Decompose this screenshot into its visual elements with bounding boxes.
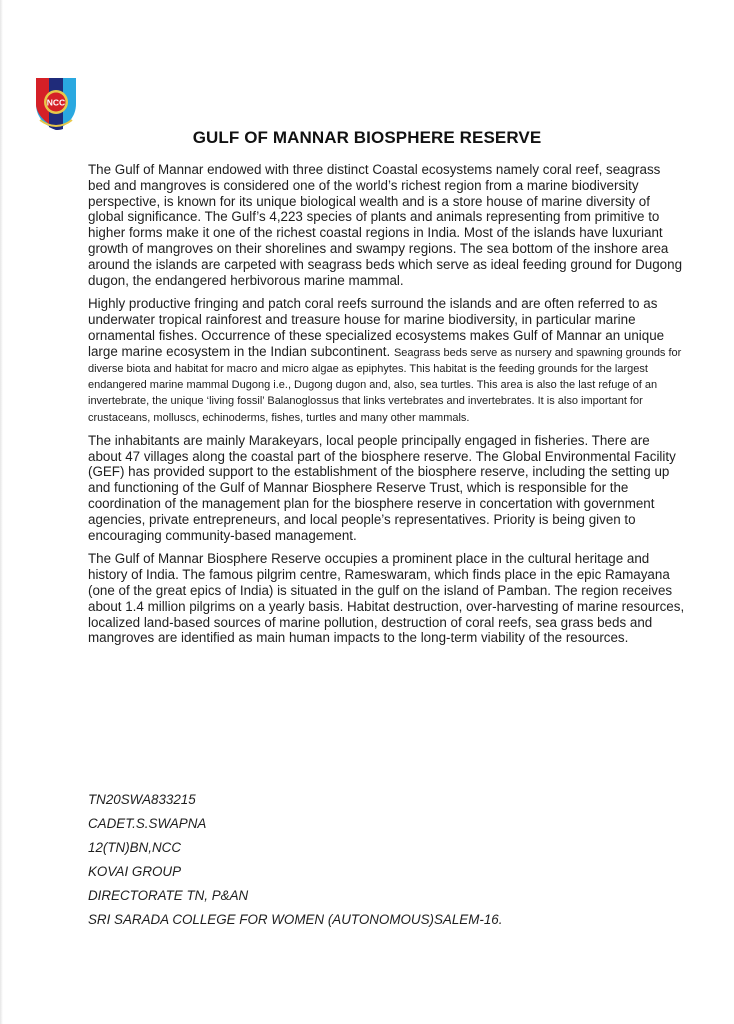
signature-group: KOVAI GROUP [88,864,182,879]
paragraph-1: The Gulf of Mannar endowed with three distinct Coastal ecosystems namely coral reef, seagrass bed and mangroves is considered one of the world’s richest region from a marine biodiversity perspective, is known for its unique biological wealth and is a store house of marine diversity of global significance. The Gulf’s 4,223 species of plants and animals representing from primitive to higher forms make it one of the richest coastal regions in India. Most of the islands have luxuriant growth of mangroves on their shorelines and swampy regions. The sea bottom of the inshore area around the islands are carpeted with seagrass beds which serve as ideal feeding ground for Dugong dugon, the endangered herbivorous marine mammal. [88,162,683,288]
signature-block [88,788,502,932]
ncc-emblem-icon [30,74,82,134]
paragraph-2-main-text: Highly productive fringing and patch coral reefs surround the islands and are often referred to as underwater tropical rainforest and treasure house for marine biodiversity, in particular marine ornamental fishes. Occurrence of these specialized ecosystems makes Gulf of Mannar an unique large marine ecosystem in the Indian subcontinent. [88,296,665,359]
signature-id: TN20SWA833215 [88,792,196,807]
paragraph-2 [88,296,686,424]
signature-college: SRI SARADA COLLEGE FOR WOMEN (AUTONOMOUS)SALEM-16. [88,912,503,927]
paragraph-2-small-text: Seagrass beds serve as nursery and spawning grounds for diverse biota and habitat for macro and micro algae as epiphytes. This habitat is the feeding grounds for the largest endangered marine mammal Dugong i.e., Dugong dugon and, also, sea turtles. This area is also the last refuge of an invertebrate, the unique ‘living fossil’ Balanoglossus that links vertebrates and invertebrates. It is also important for crustaceans, molluscs, echinoderms, fishes, turtles and many other mammals. [88,346,682,424]
logo-text: NCC [46,97,66,108]
page-edge [0,0,3,1024]
paragraph-4: The Gulf of Mannar Biosphere Reserve occupies a prominent place in the cultural heritage and history of India. The famous pilgrim centre, Rameswaram, which finds place in the epic Ramayana (one of the great epics of India) is situated in the gulf on the island of Pamban. The region receives about 1.4 million pilgrims on a yearly basis. Habitat destruction, over-harvesting of marine resources, localized land-based sources of marine pollution, destruction of coral reefs, sea grass beds and mangroves are identified as main human impacts to the long-term viability of the resources. [88,551,685,646]
document-body [88,162,686,654]
page-title: GULF OF MANNAR BIOSPHERE RESERVE [192,128,542,147]
signature-unit: 12(TN)BN,NCC [88,840,181,855]
signature-directorate: DIRECTORATE TN, P&AN [88,888,249,903]
paragraph-3: The inhabitants are mainly Marakeyars, local people principally engaged in fisheries. There are about 47 villages along the coastal part of the biosphere reserve. The Global Environmental Facility (GEF) has provided support to the establishment of the biosphere reserve, including the setting up and functioning of the Gulf of Mannar Biosphere Reserve Trust, which is responsible for the coordination of the management plan for the biosphere reserve in concertation with government agencies, private entrepreneurs, and local people’s representatives. Priority is being given to encouraging community-based management. [88,432,676,543]
signature-name: CADET.S.SWAPNA [88,816,207,831]
